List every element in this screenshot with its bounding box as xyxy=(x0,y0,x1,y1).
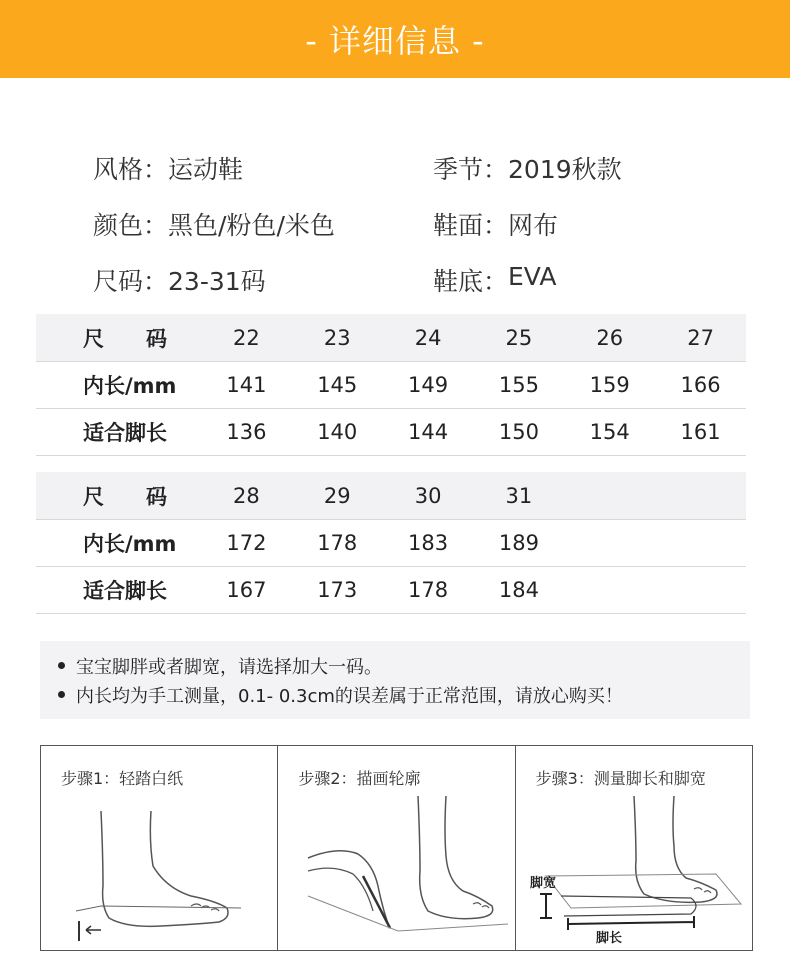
size-row xyxy=(36,472,746,520)
row-header: 适合脚长 xyxy=(36,567,201,614)
inner-cell xyxy=(564,520,655,567)
inner-length-row xyxy=(36,362,746,409)
note-text: 宝宝脚胖或者脚宽，请选择加大一码。 xyxy=(76,656,382,678)
foot-cell: 184 xyxy=(473,567,564,614)
foot-length-row xyxy=(36,567,746,614)
step-title: 步骤2：描画轮廓 xyxy=(298,769,421,788)
size-cell: 29 xyxy=(292,472,383,520)
spec-row xyxy=(93,252,733,308)
step-title: 步骤1：轻踏白纸 xyxy=(61,769,184,788)
foot-length-label: 脚长 xyxy=(595,931,622,946)
size-cell: 24 xyxy=(383,314,474,362)
row-header: 尺 码 xyxy=(36,472,201,520)
spec-value: 运动鞋 xyxy=(168,155,244,184)
inner-cell: 172 xyxy=(201,520,292,567)
size-cell: 28 xyxy=(201,472,292,520)
size-table-2 xyxy=(36,472,746,614)
foot-on-paper-illustration xyxy=(41,746,277,952)
foot-cell: 178 xyxy=(383,567,474,614)
size-table-1 xyxy=(36,314,746,456)
inner-cell: 178 xyxy=(292,520,383,567)
foot-cell: 173 xyxy=(292,567,383,614)
inner-cell: 159 xyxy=(564,362,655,409)
step-2-panel xyxy=(278,746,515,950)
size-cell xyxy=(655,472,746,520)
section-banner xyxy=(0,0,790,78)
size-cell: 31 xyxy=(473,472,564,520)
row-header: 尺 码 xyxy=(36,314,201,362)
inner-cell: 145 xyxy=(292,362,383,409)
spec-label: 季节： xyxy=(433,155,509,184)
row-header: 内长/mm xyxy=(36,520,201,567)
notes-box xyxy=(40,641,750,719)
row-header: 内长/mm xyxy=(36,362,201,409)
size-cell: 27 xyxy=(655,314,746,362)
spec-label: 鞋底： xyxy=(433,267,509,296)
size-cell xyxy=(564,472,655,520)
inner-length-row xyxy=(36,520,746,567)
banner-title: - 详细信息 - xyxy=(305,22,485,60)
step-3-panel xyxy=(516,746,752,950)
size-row xyxy=(36,314,746,362)
foot-cell: 144 xyxy=(383,409,474,456)
spec-label: 风格： xyxy=(93,155,169,184)
note-item xyxy=(58,680,732,709)
size-cell: 30 xyxy=(383,472,474,520)
size-cell: 23 xyxy=(292,314,383,362)
size-cell: 25 xyxy=(473,314,564,362)
spec-label: 尺码： xyxy=(93,267,169,296)
inner-cell xyxy=(655,520,746,567)
size-cell: 22 xyxy=(201,314,292,362)
tracing-outline-illustration xyxy=(278,746,514,952)
foot-cell: 136 xyxy=(201,409,292,456)
foot-cell: 150 xyxy=(473,409,564,456)
spec-value: 2019秋款 xyxy=(508,155,622,184)
spec-row xyxy=(93,196,733,252)
spec-row xyxy=(93,140,733,196)
foot-cell xyxy=(655,567,746,614)
inner-cell: 141 xyxy=(201,362,292,409)
foot-cell: 167 xyxy=(201,567,292,614)
foot-cell xyxy=(564,567,655,614)
spec-label: 鞋面： xyxy=(433,211,509,240)
spec-value: 黑色/粉色/米色 xyxy=(168,211,335,240)
inner-cell: 149 xyxy=(383,362,474,409)
size-cell: 26 xyxy=(564,314,655,362)
inner-cell: 183 xyxy=(383,520,474,567)
inner-cell: 189 xyxy=(473,520,564,567)
spec-value: 网布 xyxy=(508,211,559,240)
step-title: 步骤3：测量脚长和脚宽 xyxy=(535,769,706,788)
foot-cell: 154 xyxy=(564,409,655,456)
inner-cell: 155 xyxy=(473,362,564,409)
foot-cell: 161 xyxy=(655,409,746,456)
measuring-illustration xyxy=(516,746,754,952)
step-1-panel xyxy=(41,746,278,950)
spec-label: 颜色： xyxy=(93,211,169,240)
spec-value: EVA xyxy=(508,262,557,291)
note-text: 内长均为手工测量，0.1- 0.3cm的误差属于正常范围，请放心购买！ xyxy=(76,685,623,707)
row-header: 适合脚长 xyxy=(36,409,201,456)
foot-cell: 140 xyxy=(292,409,383,456)
product-specs xyxy=(93,140,733,308)
foot-width-label: 脚宽 xyxy=(529,876,556,891)
measure-steps xyxy=(40,745,753,951)
note-item xyxy=(58,651,732,680)
inner-cell: 166 xyxy=(655,362,746,409)
spec-value: 23-31码 xyxy=(168,267,266,296)
foot-length-row xyxy=(36,409,746,456)
bullet-icon xyxy=(58,691,65,698)
bullet-icon xyxy=(58,662,65,669)
